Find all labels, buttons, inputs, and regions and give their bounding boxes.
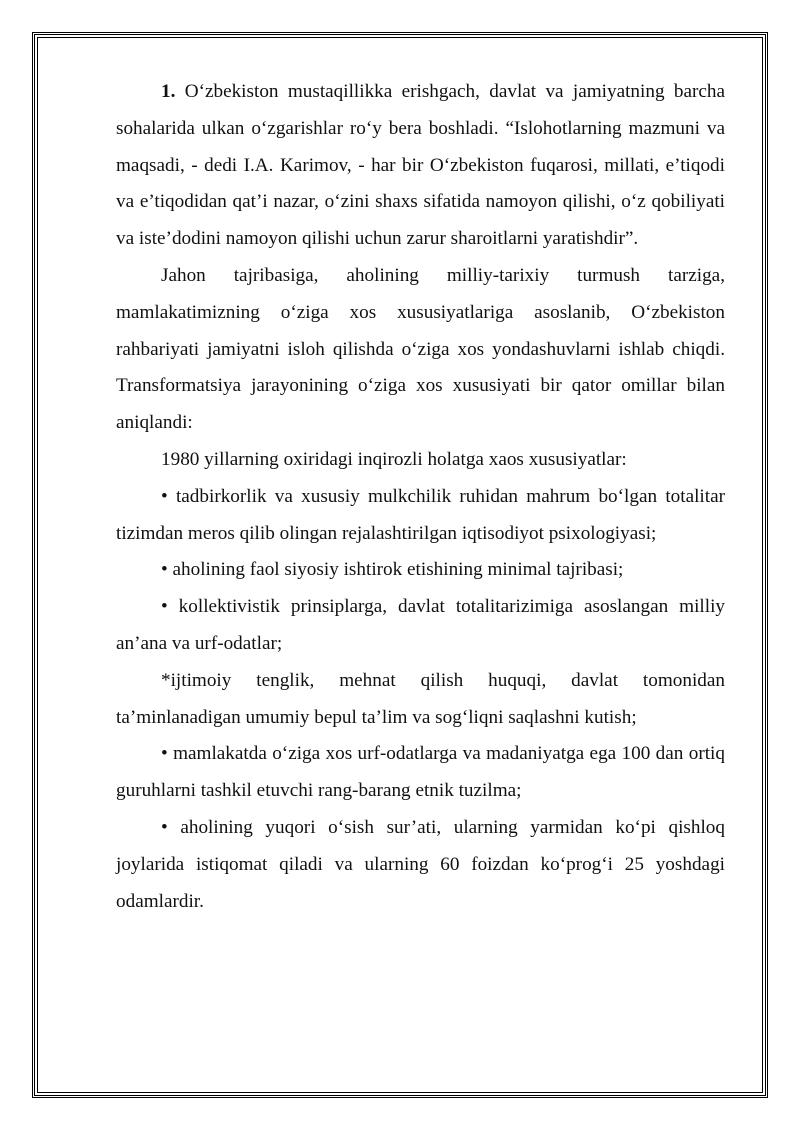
- document-body: [116, 74, 725, 920]
- paragraph-number: 1.: [161, 81, 176, 102]
- paragraph: [116, 74, 725, 258]
- list-item: • tadbirkorlik va xususiy mulkchilik ruhidan mahrum bo‘lgan totalitar tizimdan meros qilib olingan rejalashtirilgan iqtisodiyot psixologiyasi;: [116, 485, 725, 544]
- paragraph-text: O‘zbekiston mustaqillikka erishgach, davlat va jamiyatning barcha sohalarida ulkan o‘zgarishlar ro‘y bera boshladi. “Islohotlarning mazmuni va maqsadi, - dedi I.A. Karimov, - har bir O‘zbekiston fuqarosi, millati, e’tiqodi va e’tiqodidan qat’i nazar, o‘zini shaxs sifatida namoyon qilishi, o‘z qobiliyati va iste’dodini namoyon qilishi uchun zarur sharoitlarni yaratishdir”.: [116, 81, 725, 250]
- list-item: • aholining yuqori o‘sish sur’ati, ularning yarmidan ko‘pi qishloq joylarida istiqomat qiladi va ularning 60 foizdan ko‘prog‘i 25 yoshdagi odamlardir.: [116, 816, 725, 912]
- paragraph: 1980 yillarning oxiridagi inqirozli holatga xaos xususiyatlar:: [161, 448, 627, 470]
- list-item: • kollektivistik prinsiplarga, davlat totalitarizimiga asoslangan milliy an’ana va urf-odatlar;: [116, 596, 725, 654]
- paragraph: Jahon tajribasiga, aholining milliy-tarixiy turmush tarziga, mamlakatimizning o‘ziga xos xususiyatlariga asoslanib, O‘zbekiston rahbariyati jamiyatni isloh qilishda o‘ziga xos yondashuvlarni ishlab chiqdi. Transformatsiya jarayonining o‘ziga xos xususiyati bir qator omillar bilan aniqlandi:: [116, 264, 725, 434]
- list-item: • mamlakatda o‘ziga xos urf-odatlarga va madaniyatga ega 100 dan ortiq guruhlarni tashkil etuvchi rang-barang etnik tuzilma;: [116, 743, 725, 802]
- list-item: • aholining faol siyosiy ishtirok etishining minimal tajribasi;: [161, 559, 624, 581]
- list-item: *ijtimoiy tenglik, mehnat qilish huquqi, davlat tomonidan ta’minlanadigan umumiy bepul ta’lim va sog‘liqni saqlashni kutish;: [116, 669, 725, 728]
